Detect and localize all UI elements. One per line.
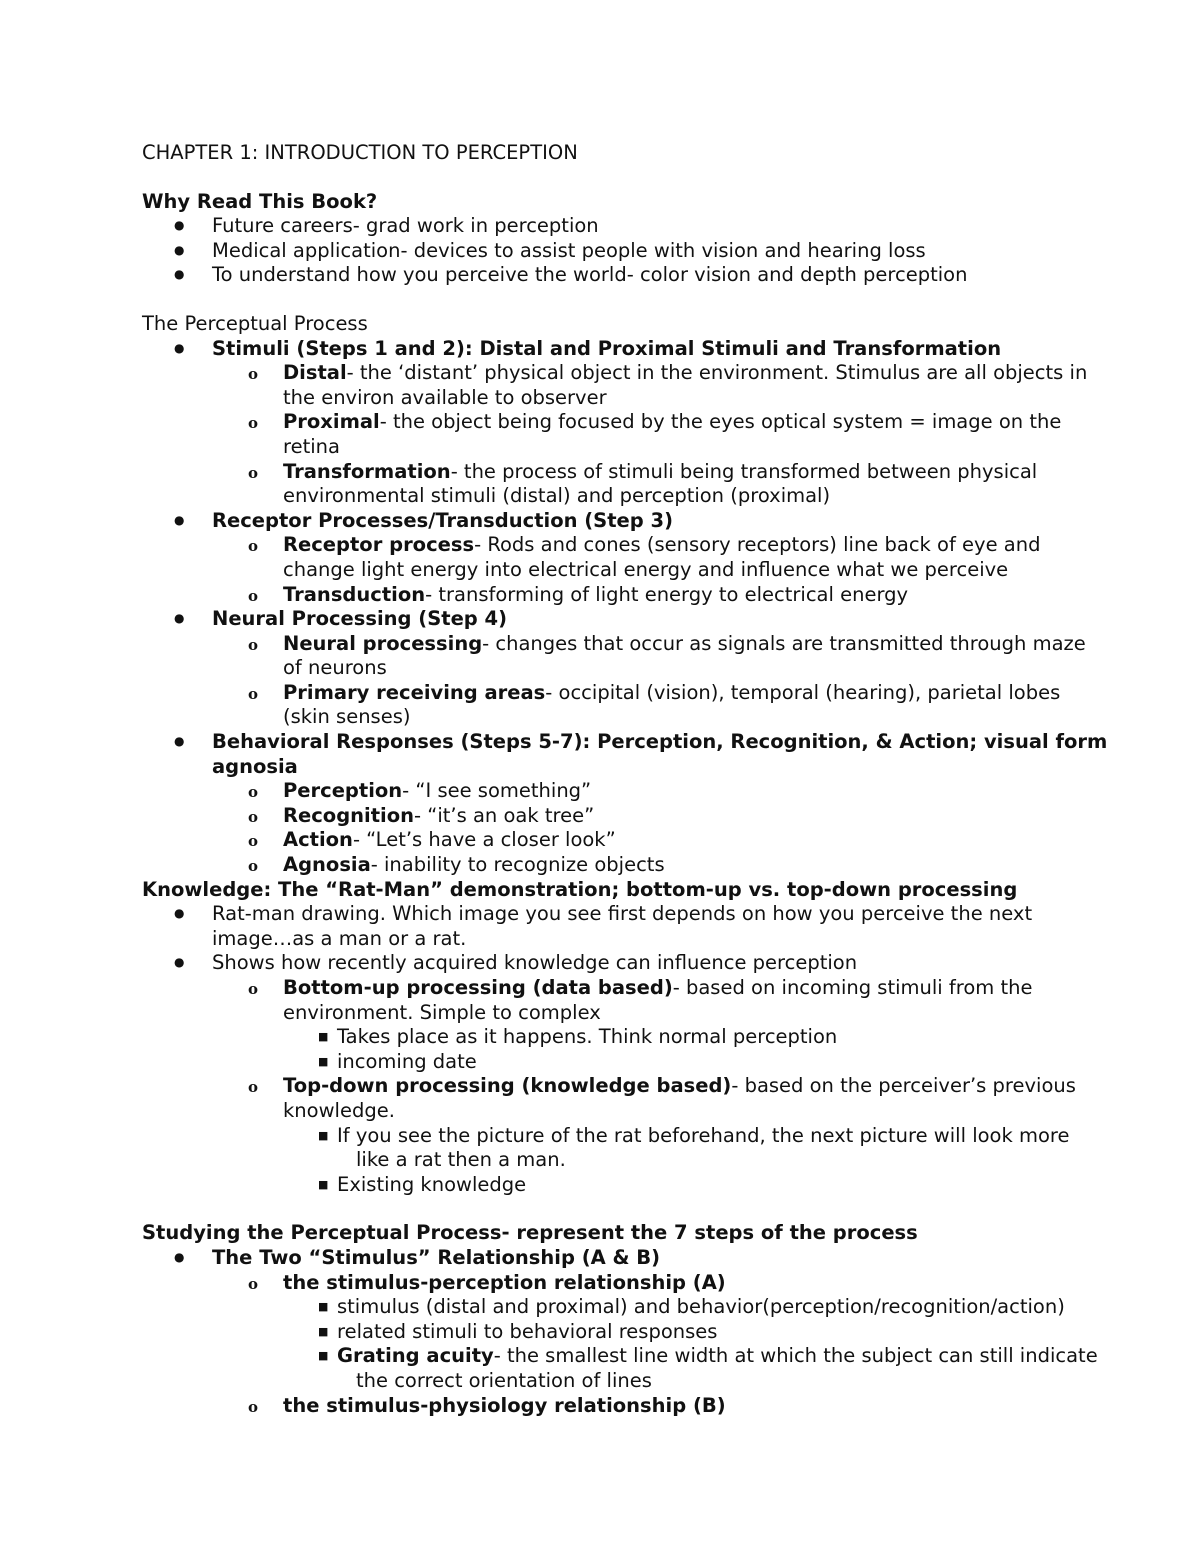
why-heading: Why Read This Book? [142,189,378,213]
bullet-icon [248,633,258,658]
list-item: o Bottom-up processing (data based)- based on incoming stimuli from the [142,976,1122,1001]
list-item-continued: the correct orientation of lines [356,1368,652,1392]
list-item: o Perception- “I see something” [142,779,1122,804]
bullet-icon [248,1075,258,1100]
bullet-icon [174,263,184,290]
bullet-icon [318,1320,328,1345]
list-item: o Receptor process- Rods and cones (sensory receptors) line back of eye and [142,533,1122,558]
list-item: ● The Two “Stimulus” Relationship (A & B) [142,1246,1122,1271]
list-item: ● Medical application- devices to assist people with vision and hearing loss [142,239,1122,264]
bullet-icon [248,1395,258,1420]
list-item: o Transduction- transforming of light energy to electrical energy [142,583,1122,608]
list-item: o Top-down processing (knowledge based)- based on the perceiver’s previous [142,1074,1122,1099]
list-item: o Proximal- the object being focused by the eyes optical system = image on the [142,410,1122,435]
bullet-icon [318,1344,328,1369]
bullet-icon [248,805,258,830]
bullet-icon [174,239,184,266]
bullet-icon [248,362,258,387]
list-item-continued: retina [283,434,340,458]
chapter-title: CHAPTER 1: INTRODUCTION TO PERCEPTION [142,141,578,164]
list-item: ● Behavioral Responses (Steps 5-7): Perception, Recognition, & Action; visual form [142,730,1122,755]
list-item: o Distal- the ‘distant’ physical object in the environment. Stimulus are all objects in [142,361,1122,386]
bullet-icon [248,534,258,559]
list-item-continued: of neurons [283,656,387,680]
bullet-icon [174,607,184,634]
bullet-icon [174,337,184,364]
bullet-icon [174,902,184,929]
bullet-icon [248,411,258,436]
list-item-continued: agnosia [212,754,298,778]
list-item: o Transformation- the process of stimuli being transformed between physical [142,460,1122,485]
list-item-continued: change light energy into electrical energy and influence what we perceive [283,557,1009,581]
bullet-icon [248,977,258,1002]
list-item-continued: like a rat then a man. [356,1148,566,1172]
list-item-continued: knowledge. [283,1098,395,1122]
bullet-icon [248,780,258,805]
bullet-icon [318,1050,328,1075]
list-item: ■ If you see the picture of the rat beforehand, the next picture will look more [142,1124,1122,1149]
list-item-continued: (skin senses) [283,705,411,729]
bullet-icon [318,1173,328,1198]
bullet-icon [318,1295,328,1320]
list-item: ● Receptor Processes/Transduction (Step 3) [142,509,1122,534]
list-item: o the stimulus-physiology relationship (B) [142,1394,1122,1419]
bullet-icon [318,1025,328,1050]
knowledge-heading: Knowledge: The “Rat-Man” demonstration; bottom-up vs. top-down processing [142,877,1018,901]
list-item: o Recognition- “it’s an oak tree” [142,804,1122,829]
list-item: o Agnosia- inability to recognize objects [142,853,1122,878]
list-item: ■ Existing knowledge [142,1173,1122,1198]
list-item: ■ Takes place as it happens. Think normal perception [142,1025,1122,1050]
list-item: ● Neural Processing (Step 4) [142,607,1122,632]
list-item: ■ incoming date [142,1050,1122,1075]
list-item: ● Future careers- grad work in perception [142,214,1122,239]
list-item: o Primary receiving areas- occipital (vision), temporal (hearing), parietal lobes [142,681,1122,706]
list-item-continued: image…as a man or a rat. [212,926,467,950]
document-page [142,141,1122,1418]
list-item: o Neural processing- changes that occur as signals are transmitted through maze [142,632,1122,657]
bullet-icon [248,1272,258,1297]
bullet-icon [248,461,258,486]
list-item: ■ related stimuli to behavioral responses [142,1320,1122,1345]
list-item: ● Shows how recently acquired knowledge can influence perception [142,951,1122,976]
list-item-continued: the environ available to observer [283,385,607,409]
list-item: ■ Grating acuity- the smallest line width at which the subject can still indicate [142,1344,1122,1369]
bullet-icon [248,854,258,879]
list-item: ● Stimuli (Steps 1 and 2): Distal and Proximal Stimuli and Transformation [142,337,1122,362]
list-item: ■ stimulus (distal and proximal) and behavior(perception/recognition/action) [142,1295,1122,1320]
bullet-icon [174,214,184,241]
bullet-icon [248,682,258,707]
bullet-icon [174,509,184,536]
list-item-continued: environment. Simple to complex [283,1000,601,1024]
list-item-continued: environmental stimuli (distal) and perception (proximal) [283,484,831,508]
bullet-icon [318,1124,328,1149]
studying-heading: Studying the Perceptual Process- represent the 7 steps of the process [142,1221,918,1245]
list-item: o the stimulus-perception relationship (A) [142,1271,1122,1296]
bullet-icon [248,584,258,609]
list-item: o Action- “Let’s have a closer look” [142,828,1122,853]
list-item: ● To understand how you perceive the world- color vision and depth perception [142,263,1122,288]
bullet-icon [174,1246,184,1273]
bullet-icon [248,829,258,854]
bullet-icon [174,951,184,978]
bullet-icon [174,730,184,757]
process-heading: The Perceptual Process [142,311,368,335]
list-item: ● Rat-man drawing. Which image you see first depends on how you perceive the next [142,902,1122,927]
